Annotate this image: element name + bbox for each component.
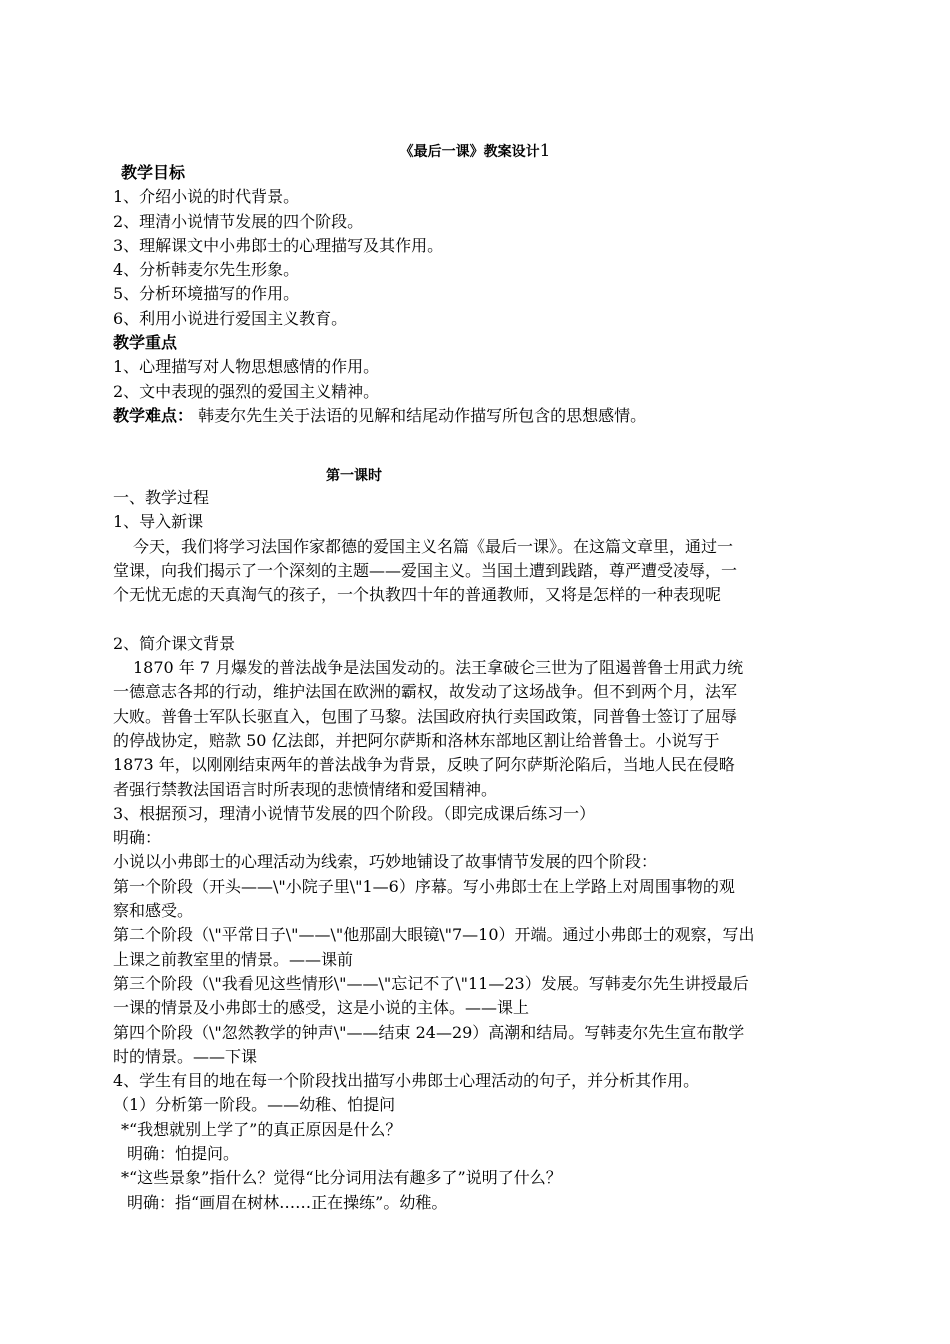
intro-line: 堂课，向我们揭示了一个深刻的主题——爱国主义。当国土遭到践踏，尊严遭受凌辱，一 — [113, 560, 738, 580]
answer-1: 明确：怕提问。 — [127, 1144, 240, 1164]
difficulty-text: 韩麦尔先生关于法语的见解和结尾动作描写所包含的思想感情。 — [198, 405, 647, 425]
background-line: 1873 年，以刚刚结束两年的普法战争为背景，反映了阿尔萨斯沦陷后，当地人民在侵略 — [113, 755, 735, 775]
goal-item: 5、分析环境描写的作用。 — [113, 284, 300, 304]
intro-line: 今天，我们将学习法国作家都德的爱国主义名篇《最后一课》。在这篇文章里，通过一 — [133, 536, 734, 556]
background-line: 的停战协定，赔款 50 亿法郎，并把阿尔萨斯和洛林东部地区割让给普鲁士。小说写于 — [113, 730, 720, 750]
answer-2: 明确：指“画眉在树林……正在操练”。幼稚。 — [127, 1192, 448, 1212]
background-line: 一德意志各邦的行动，维护法国在欧洲的霸权，故发动了这场战争。但不到两个月，法军 — [113, 682, 738, 702]
session-title: 第一课时 — [326, 468, 382, 484]
stage-line: 第二个阶段（\"平常日子\"——\"他那副大眼镜\"7—10）开端。通过小弗郎士的观察，写出 — [113, 925, 755, 945]
background-heading: 2、简介课文背景 — [113, 633, 236, 653]
goal-item: 6、利用小说进行爱国主义教育。 — [113, 308, 348, 328]
stage-line: 第一个阶段（开头——\"小院子里\"1—6）序幕。写小弗郎士在上学路上对周围事物的观 — [113, 876, 735, 896]
stage-line: 第四个阶段（\"忽然教学的钟声\"——结束 24—29）高潮和结局。写韩麦尔先生宣布散学 — [113, 1022, 745, 1042]
process-section — [113, 486, 843, 1215]
goal-item: 2、理清小说情节发展的四个阶段。 — [113, 211, 364, 231]
difficulty-label: 教学难点： — [113, 405, 194, 425]
intro-line: 个无忧无虑的天真淘气的孩子，一个执教四十年的普通教师，又将是怎样的一种表现呢 — [113, 585, 722, 605]
stage-line: 时的情景。——下课 — [113, 1046, 258, 1066]
stages-intro: 小说以小弗郎士的心理活动为线索，巧妙地铺设了故事情节发展的四个阶段： — [113, 852, 658, 872]
intro-heading: 1、导入新课 — [113, 512, 204, 532]
goal-item: 3、理解课文中小弗郎士的心理描写及其作用。 — [113, 235, 444, 255]
goals-heading: 教学目标 — [121, 163, 186, 182]
title-text: 《最后一课》教案设计 — [399, 144, 540, 160]
spacer — [113, 607, 843, 631]
goal-item: 4、分析韩麦尔先生形象。 — [113, 260, 300, 280]
background-line: 大败。普鲁士军队长驱直入，包围了马黎。法国政府执行卖国政策，同普鲁士签订了屈辱 — [113, 706, 738, 726]
sub-item-1: （1）分析第一阶段。——幼稚、怕提问 — [113, 1095, 396, 1115]
difficulty-line — [113, 404, 843, 428]
key-heading: 教学重点 — [113, 333, 178, 353]
goals-section — [113, 161, 843, 428]
question-2: *“这些景象”指什么？觉得“比分词用法有趣多了”说明了什么？ — [121, 1168, 562, 1188]
background-line: 1870 年 7 月爆发的普法战争是法国发动的。法王拿破仑三世为了阻遏普鲁士用武力统 — [133, 658, 744, 678]
item-4: 4、学生有目的地在每一个阶段找出描写小弗郎士心理活动的句子，并分析其作用。 — [113, 1071, 700, 1091]
title-number: 1 — [539, 141, 551, 161]
item-3: 3、根据预习，理清小说情节发展的四个阶段。（即完成课后练习一） — [113, 803, 596, 823]
clear-label: 明确： — [113, 828, 162, 848]
question-1: *“我想就别上学了”的真正原因是什么？ — [121, 1119, 402, 1139]
stage-line: 第三个阶段（\"我看见这些情形\"——\"忘记不了\"11—23）发展。写韩麦尔先生讲授最后 — [113, 973, 749, 993]
key-point: 2、文中表现的强烈的爱国主义精神。 — [113, 381, 380, 401]
process-heading: 一、教学过程 — [113, 488, 210, 507]
goal-item: 1、介绍小说的时代背景。 — [113, 187, 300, 207]
stage-line: 上课之前教室里的情景。——课前 — [113, 949, 354, 969]
stage-line: 察和感受。 — [113, 901, 194, 921]
key-point: 1、心理描写对人物思想感情的作用。 — [113, 357, 380, 377]
stage-line: 一课的情景及小弗郎士的感受，这是小说的主体。——课上 — [113, 998, 530, 1018]
background-line: 者强行禁教法国语言时所表现的悲愤情绪和爱国精神。 — [113, 779, 498, 799]
